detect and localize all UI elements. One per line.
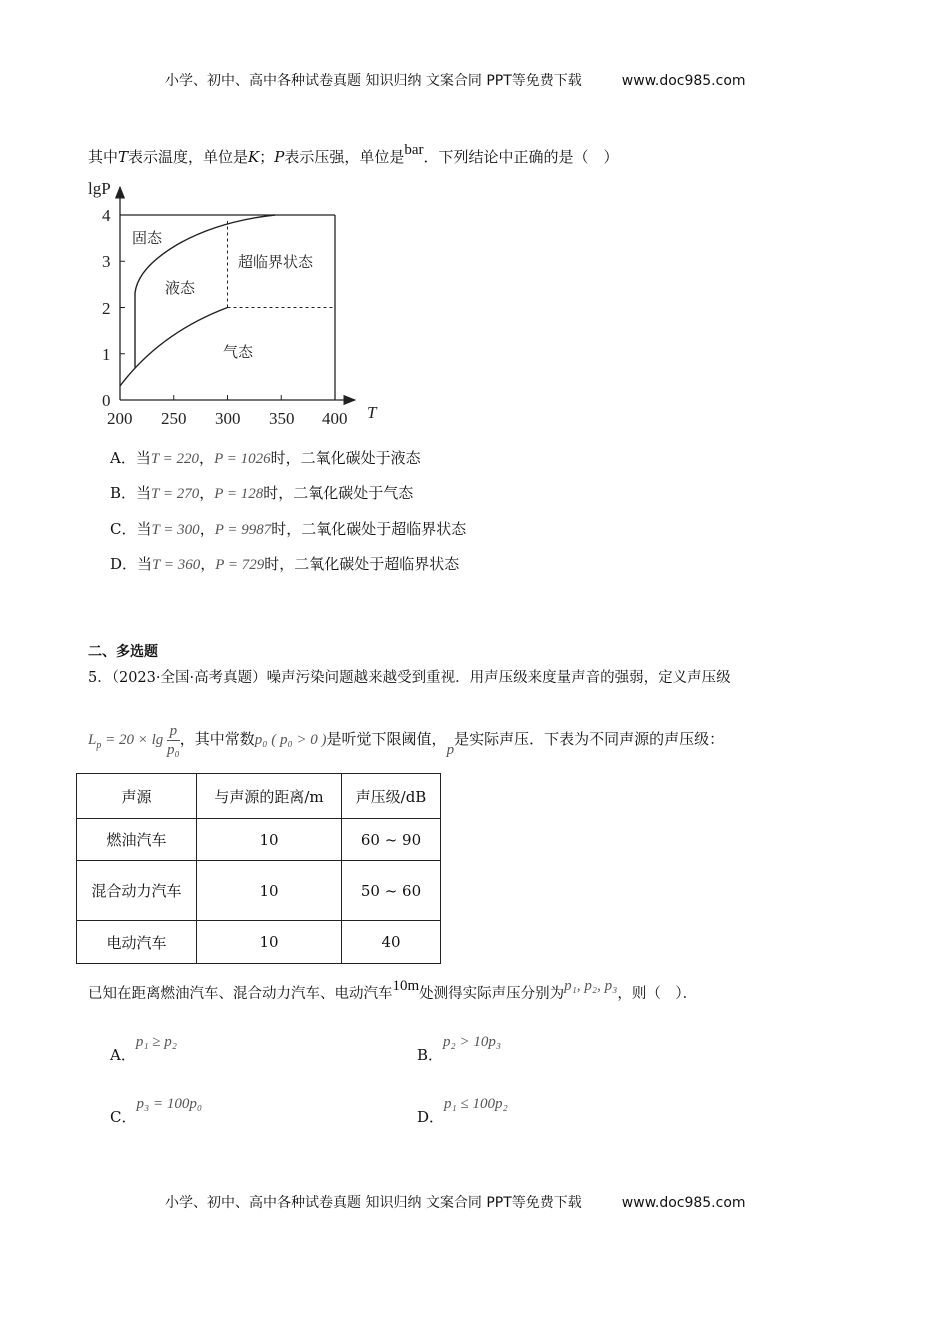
region-liquid: 液态	[165, 279, 196, 297]
section-title: 二、多选题	[88, 644, 158, 660]
q4-intro	[88, 142, 619, 167]
intro-text: ；	[259, 148, 275, 166]
var-p0: p₀ ( p₀ > 0 )	[254, 731, 327, 748]
option-label: A．当	[110, 449, 151, 467]
y-tick-label: 1	[102, 345, 111, 364]
option-b[interactable]	[417, 1030, 502, 1064]
intro-text: 其中	[88, 148, 119, 166]
option-t: T = 220	[150, 451, 200, 467]
intro-text: ．下列结论中正确的是（ ）	[423, 148, 619, 166]
option-p: P = 128	[214, 486, 264, 502]
region-solid: 固态	[132, 229, 163, 247]
option-expr: p₂ > 10p₃	[443, 1034, 502, 1050]
cell: 10	[197, 819, 342, 861]
option-text: 时，二氧化碳处于超临界状态	[271, 520, 467, 538]
option-expr: p₃ = 100p₀	[136, 1096, 203, 1112]
option-label: C．	[110, 1108, 137, 1126]
header-cell: 声源	[77, 774, 197, 819]
option-d[interactable]	[417, 1092, 508, 1126]
var-T: T	[118, 148, 129, 166]
def-text: 是听觉下限阈值，	[326, 729, 447, 748]
formula	[88, 723, 180, 758]
frac-den: p₀	[167, 742, 180, 758]
var-p: p	[446, 741, 455, 758]
option-label: D．当	[110, 555, 153, 573]
option-label: A．	[110, 1046, 136, 1064]
option-text: 时，二氧化碳处于液态	[270, 449, 421, 467]
x-axis-label: T	[367, 403, 377, 422]
intro-text: 表示温度，单位是	[128, 148, 249, 166]
x-tick-label: 400	[322, 409, 348, 428]
cell: 10	[197, 921, 342, 964]
region-supercritical: 超临界状态	[238, 253, 314, 271]
option-b[interactable]: B．当T = 270，P = 128时，二氧化碳处于气态	[110, 484, 414, 502]
header-text: 小学、初中、高中各种试卷真题 知识归纳 文案合同 PPT等免费下载	[165, 73, 582, 89]
known-text: ，则（ ）．	[617, 986, 698, 1002]
y-ticks	[102, 206, 125, 410]
def-text: ，其中常数	[179, 729, 255, 748]
phase-diagram	[80, 175, 400, 435]
option-a[interactable]: A．当T = 220，P = 1026时，二氧化碳处于液态	[110, 449, 421, 467]
x-tick-label: 200	[107, 409, 133, 428]
option-t: T = 300	[151, 522, 200, 538]
header-url[interactable]: www.doc985.com	[621, 73, 746, 89]
x-tick-label: 300	[215, 409, 241, 428]
q5-stem: 5．（2023·全国·高考真题）噪声污染问题越来越受到重视．用声压级来度量声音的强弱，定义声压级	[88, 670, 731, 686]
option-text: 时，二氧化碳处于气态	[263, 484, 414, 502]
option-label: B．当	[110, 484, 152, 502]
option-a[interactable]	[110, 1030, 178, 1064]
formula-body: = 20 × lg	[101, 731, 168, 748]
cell: 燃油汽车	[77, 819, 197, 861]
footer-url[interactable]: www.doc985.com	[621, 1195, 746, 1211]
x-tick-label: 250	[161, 409, 187, 428]
y-axis-label: lgP	[88, 179, 111, 198]
option-label: B．	[417, 1046, 444, 1064]
cell: 40	[342, 921, 441, 964]
page-header	[165, 70, 746, 90]
gas-liquid-curve	[120, 308, 228, 387]
cell: 电动汽车	[77, 921, 197, 964]
unit-bar: bar	[404, 142, 424, 158]
formula-L: L	[88, 731, 97, 748]
table-row	[77, 861, 441, 921]
cell: 60 ~ 90	[342, 819, 441, 861]
option-label: D．	[417, 1108, 445, 1126]
option-expr: p₁ ≤ 100p₂	[444, 1096, 508, 1112]
page-footer	[165, 1192, 746, 1212]
distance: 10m	[392, 978, 420, 994]
header-cell: 声压级/dB	[342, 774, 441, 819]
var-P: P	[274, 148, 285, 166]
option-p: P = 1026	[214, 451, 271, 467]
frac-num: p	[167, 722, 180, 741]
q5-known	[88, 978, 698, 1003]
x-tick-label: 350	[269, 409, 295, 428]
header-cell: 与声源的距离/m	[197, 774, 342, 819]
formula-sub: p	[96, 739, 102, 751]
option-t: T = 360	[152, 557, 201, 573]
cell: 10	[197, 861, 342, 921]
table-row	[77, 819, 441, 861]
def-text: 是实际声压．下表为不同声源的声压级：	[454, 729, 725, 748]
table-header-row	[77, 774, 441, 819]
unit-K: K	[248, 148, 260, 166]
option-label: C．当	[110, 520, 152, 538]
intro-text: 表示压强，单位是	[284, 148, 405, 166]
known-text: 处测得实际声压分别为	[419, 986, 565, 1002]
option-c[interactable]: C．当T = 300，P = 9987时，二氧化碳处于超临界状态	[110, 520, 467, 538]
option-text: 时，二氧化碳处于超临界状态	[264, 555, 460, 573]
q5-definition	[88, 722, 724, 759]
cell: 50 ~ 60	[342, 861, 441, 921]
cell: 混合动力汽车	[77, 861, 197, 921]
y-tick-label: 0	[102, 391, 111, 410]
y-tick-label: 3	[102, 252, 111, 271]
pressures: p₁, p₂, p₃	[564, 978, 618, 994]
region-gas: 气态	[223, 343, 254, 361]
option-p: P = 9987	[214, 522, 272, 538]
known-text: 已知在距离燃油汽车、混合动力汽车、电动汽车	[88, 986, 393, 1002]
option-p: P = 729	[215, 557, 265, 573]
y-tick-label: 4	[102, 206, 111, 225]
sound-level-table	[76, 773, 441, 964]
option-d[interactable]: D．当T = 360，P = 729时，二氧化碳处于超临界状态	[110, 555, 460, 573]
table-row	[77, 921, 441, 964]
footer-text: 小学、初中、高中各种试卷真题 知识归纳 文案合同 PPT等免费下载	[165, 1195, 582, 1211]
option-t: T = 270	[151, 486, 200, 502]
option-expr: p₁ ≥ p₂	[135, 1034, 178, 1050]
y-tick-label: 2	[102, 299, 111, 318]
option-c[interactable]	[110, 1092, 203, 1126]
